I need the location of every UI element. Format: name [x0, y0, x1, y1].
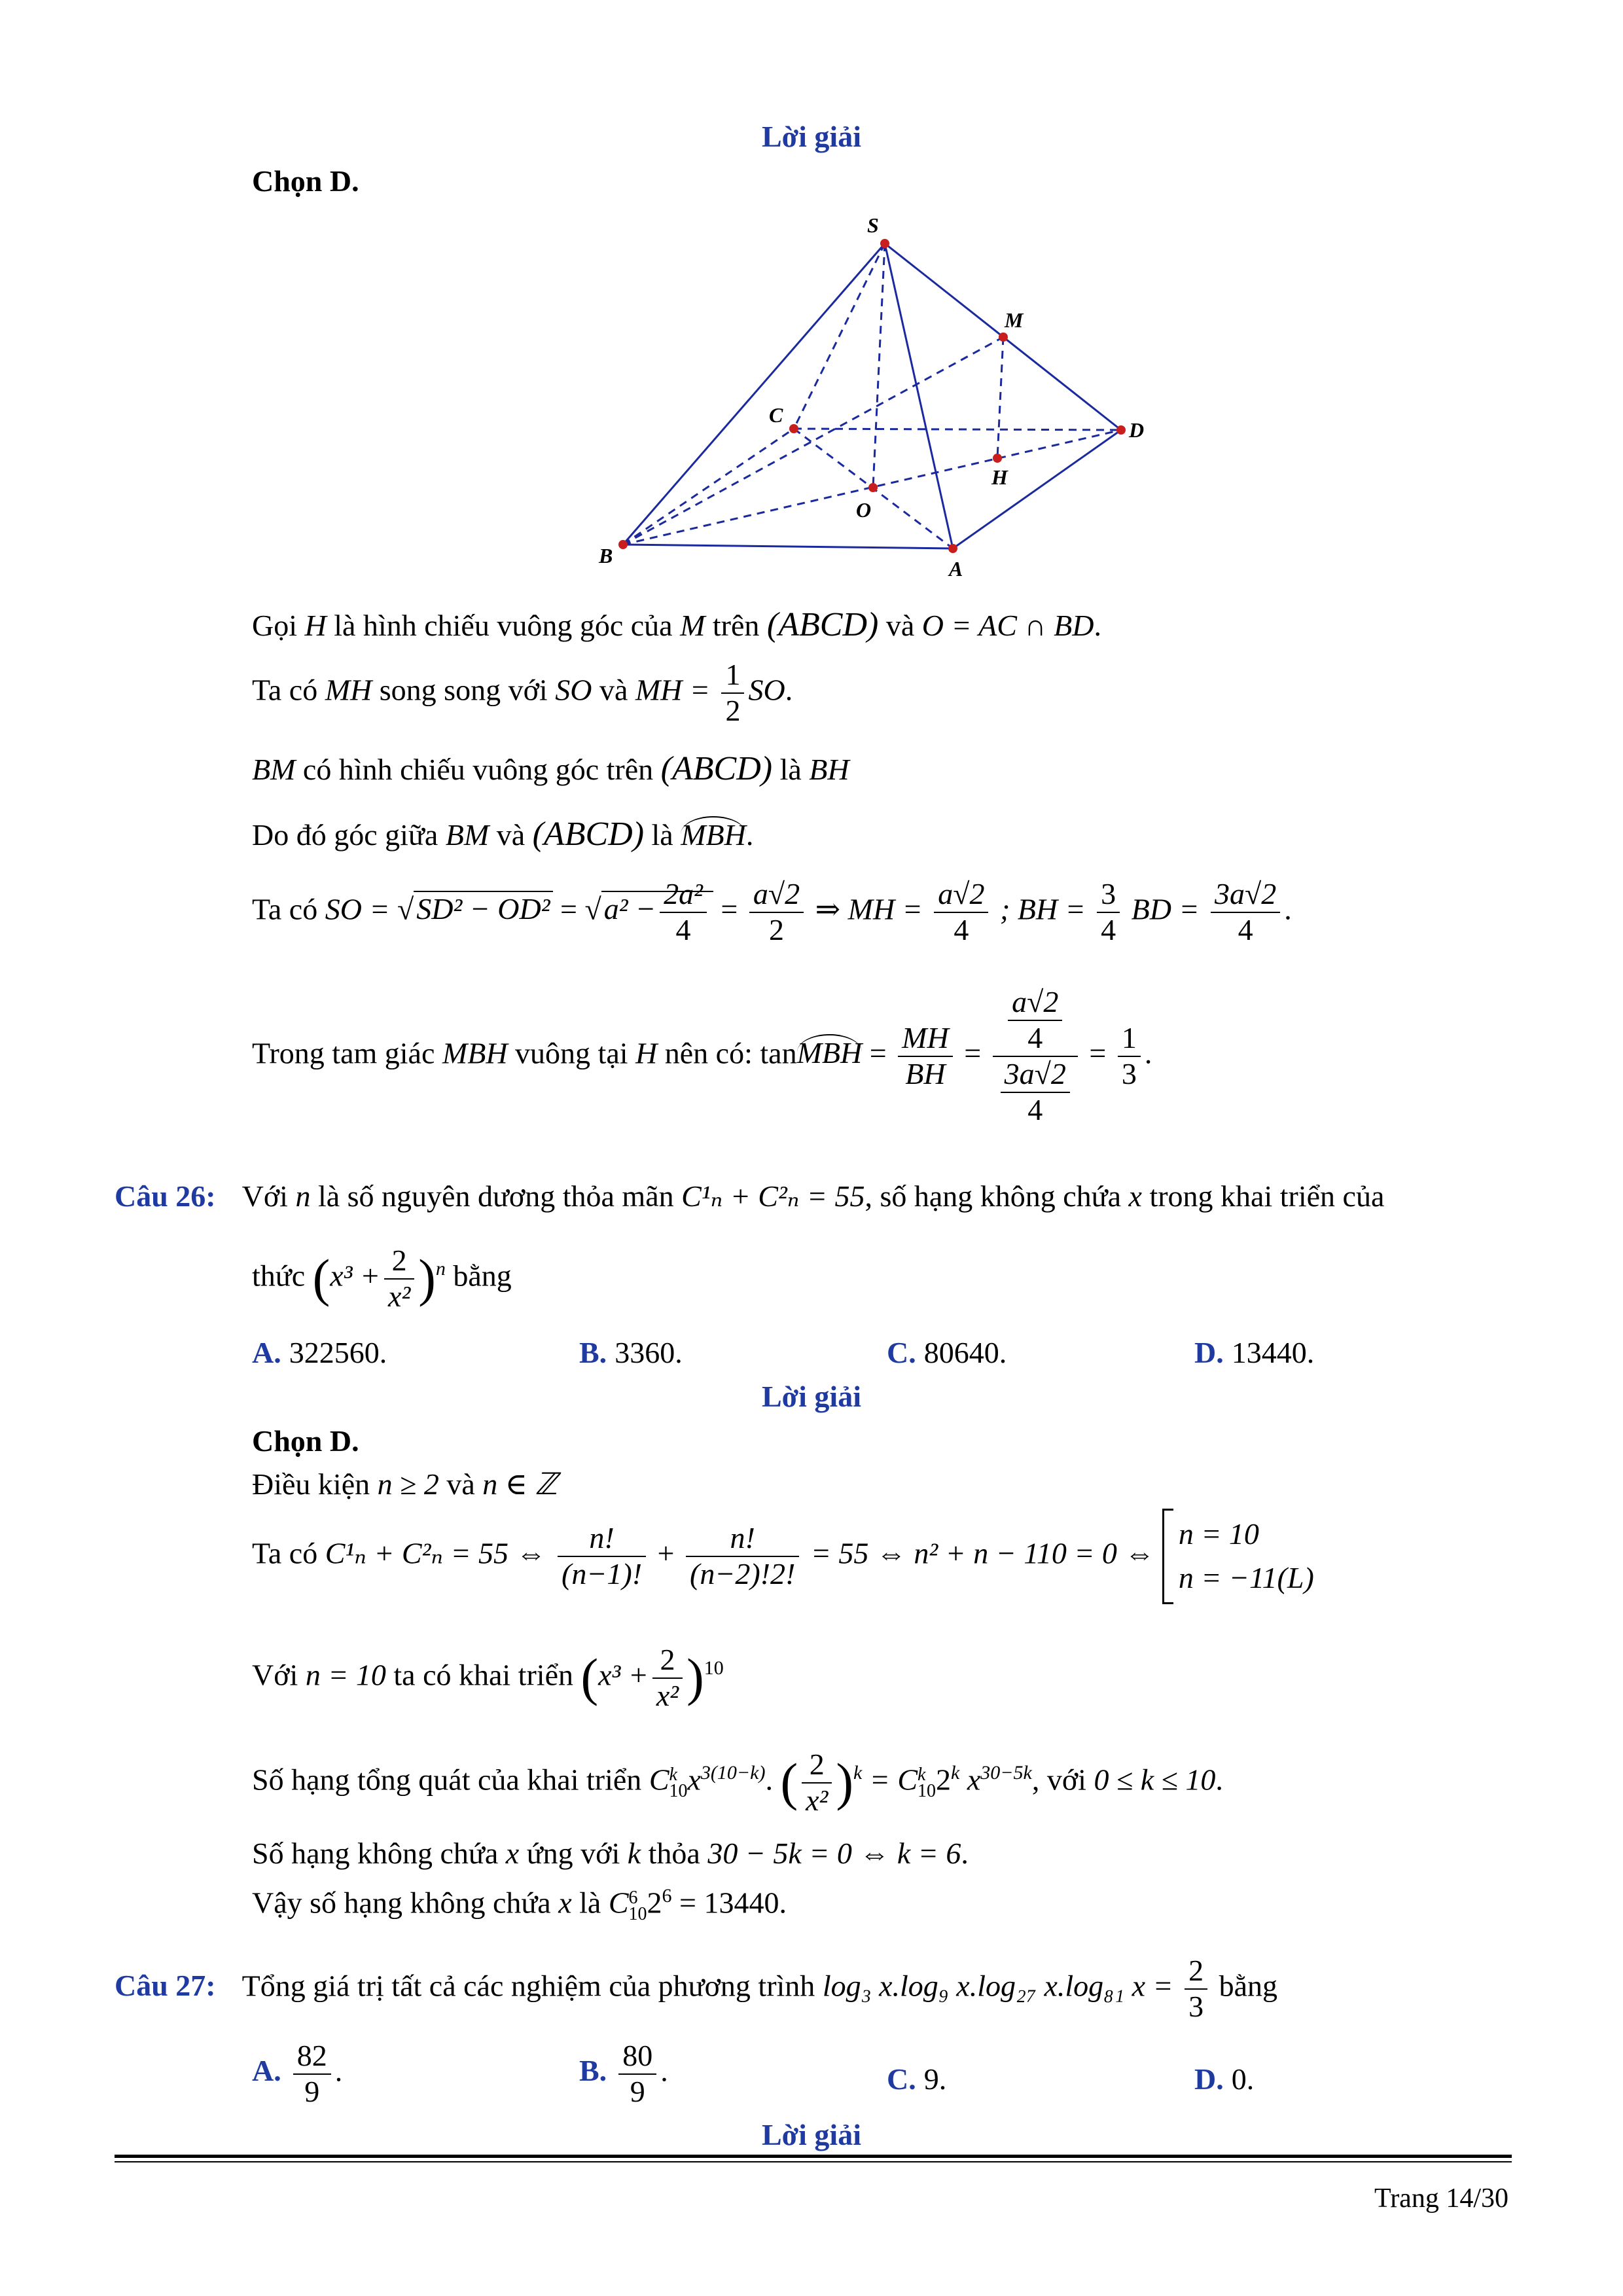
q27-stem: Câu 27: Tổng giá trị tất cả các nghiệm của phương trình log₃ x.log₉ x.log₂₇ x.log₈₁ x = $\frac{2}{3}$ bằng [115, 1954, 1278, 2023]
label-a: A [949, 557, 963, 581]
q26-option-a[interactable]: A. 322560. [252, 1336, 387, 1369]
q26-with-n: Với n = 10 ta có khai triển (x³ + $\frac{2}{\text{x²}}$ )$^{10}$ [252, 1643, 724, 1712]
footer-rule-thin [115, 2161, 1512, 2162]
point-d [1116, 425, 1126, 435]
seg-so [873, 243, 885, 488]
label-s: S [867, 213, 879, 237]
edge-ad [953, 430, 1121, 548]
q26-equation: Ta có C¹ₙ + C²ₙ = 55 ⇔ $\frac{n!}{(n-1)!}$ + $\frac{n!}{(n-2)!2!}$ = 55 ⇔ n² + n − 110 = 0 ⇔ n = 10 n = −11(L) [252, 1509, 1314, 1604]
q26-stem-line2: thức (x³ + $\frac{2}{\text{x²}}$ )$^n$ bằng [252, 1244, 512, 1313]
q26-option-d[interactable]: D. 13440. [1194, 1336, 1315, 1369]
label-h: H [991, 465, 1008, 489]
q26-choice-text: Chọn D. [252, 1424, 359, 1458]
page-number: Trang 14/30 [1374, 2183, 1508, 2214]
q26-option-b[interactable]: B. 3360. [579, 1336, 683, 1369]
q27-option-a[interactable]: A. $\frac{82}{9}$ . [252, 2039, 343, 2108]
edge-cd [794, 429, 1121, 430]
point-m [999, 332, 1008, 342]
q25-line4: Do đó góc giữa BM và (ABCD) là MBH. [252, 816, 754, 853]
q26-final: Vậy số hạng không chứa x là C 6 10 $2^6 = 13440$. [252, 1885, 787, 1924]
q26-label: Câu 26: [115, 1179, 216, 1213]
choice-text: Chọn D. [252, 164, 359, 198]
q26-condition: Điều kiện n ≥ 2 và n ∈ ℤ [252, 1467, 558, 1501]
q25-line1: Gọi H là hình chiếu vuông góc của M trên (ABCD) và O = AC ∩ BD. [252, 606, 1101, 643]
q25-line5: Ta có SO = √SD² − OD² = √a² − $\frac{\text{2a²}}{4}$ = $\frac{a√2}{2}$ ⇒ MH = $\frac{a√2}{4}$ ; BH = $\frac{3}{4}$ BD = $\frac{3a√2}{4}$ . [252, 877, 1292, 946]
edge-sc [794, 243, 885, 429]
q27-option-d[interactable]: D. 0. [1194, 2062, 1255, 2096]
q26-solution-heading: Lời giải [762, 1380, 861, 1413]
pyramid-figure [0, 0, 1623, 589]
q26-option-c[interactable]: C. 80640. [887, 1336, 1007, 1369]
seg-bm [623, 337, 1003, 545]
label-b: B [599, 544, 613, 567]
point-b [618, 540, 628, 549]
q25-line6: Trong tam giác MBH vuông tại H nên có: tanMBH = $\frac{MH}{BH}$ = $\frac{\frac{a√2}{4}}{\frac{3a√2}{4}}$ = $\frac{1}{3}$ . [252, 985, 1152, 1126]
q26-general-term: Số hạng tổng quát của khai triển C k 10 $x^{3(10-k)}$. ( $\frac{2}{\text{x²}}$ )$^k$ = C k 10 2$^k$ $x^{30-5k}$, với 0 ≤ k ≤ 10. [252, 1748, 1223, 1817]
label-o: O [856, 498, 872, 522]
q25-line2: Ta có MH song song với SO và MH = $\frac{1}{2}$ SO. [252, 658, 793, 727]
q26-no-x-term: Số hạng không chứa x ứng với k thỏa 30 − 5k = 0 ⇔ k = 6. [252, 1837, 969, 1870]
q25-line3: BM có hình chiếu vuông góc trên (ABCD) là BH [252, 750, 849, 787]
point-o [868, 483, 878, 492]
point-s [880, 239, 889, 248]
q27-option-b[interactable]: B. $\frac{80}{9}$ . [579, 2039, 668, 2108]
edge-ba [623, 545, 953, 548]
label-d: D [1129, 418, 1145, 442]
point-a [948, 544, 957, 553]
seg-mh [997, 337, 1003, 458]
q27-label: Câu 27: [115, 1969, 216, 2003]
q27-solution-heading: Lời giải [762, 2118, 861, 2151]
solution-heading: Lời giải [762, 120, 861, 153]
point-h [993, 454, 1002, 463]
q27-option-c[interactable]: C. 9. [887, 2062, 947, 2096]
footer-rule-thick [115, 2155, 1512, 2158]
q26-stem-line1: Câu 26: Với n là số nguyên dương thỏa mãn C¹ₙ + C²ₙ = 55, số hạng không chứa x trong khai triển của [115, 1179, 1385, 1213]
label-m: M [1005, 308, 1024, 332]
edge-sb [623, 243, 885, 545]
point-c [789, 424, 798, 433]
label-c: C [769, 403, 783, 427]
